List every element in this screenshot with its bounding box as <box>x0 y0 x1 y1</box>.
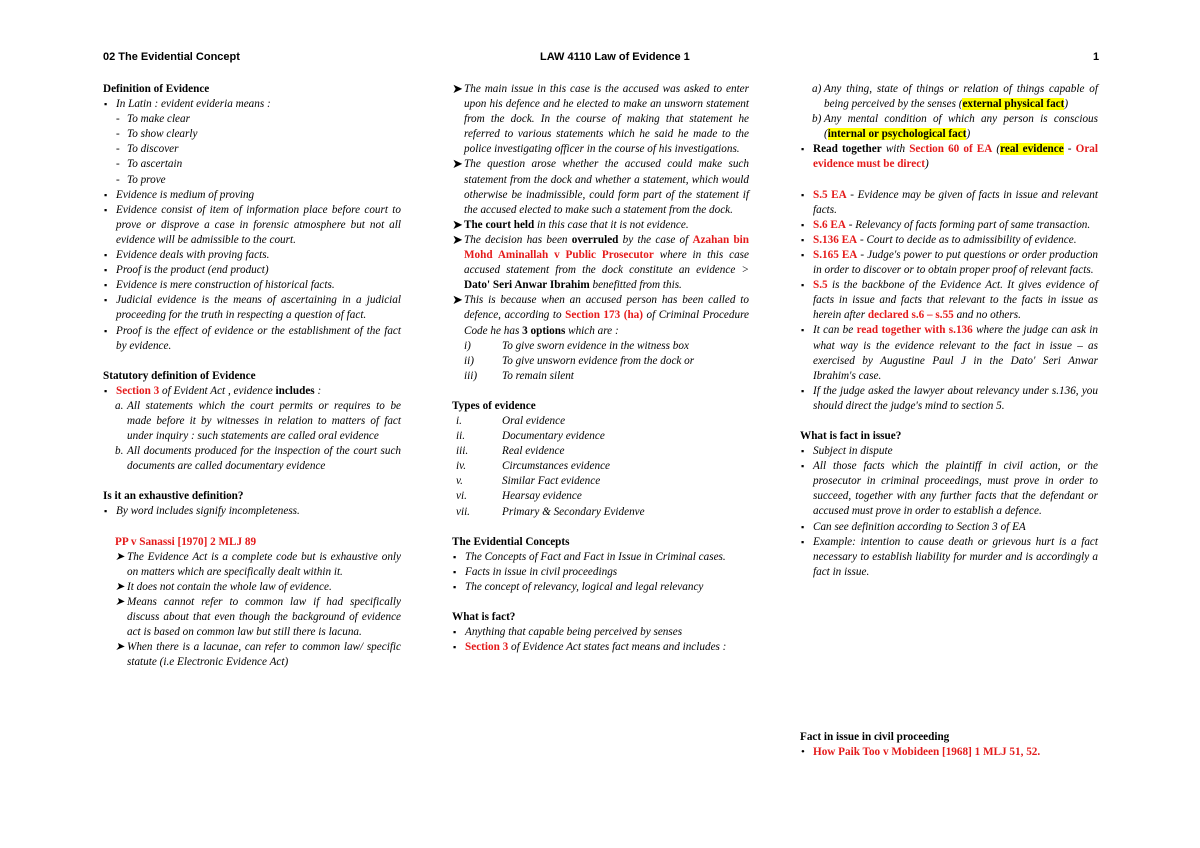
list-item: i) To give sworn evidence in the witness box <box>464 339 689 352</box>
list-item: iv. Circumstances evidence <box>456 460 611 473</box>
list-item: ii. Documentary evidence <box>456 430 605 443</box>
list-item: ▪ S.6 EA - Relevancy of facts forming part of same transaction. <box>801 218 1091 231</box>
list-item: - To make clear <box>116 113 190 126</box>
list-item: ii) To give unsworn evidence from the dock or <box>464 354 695 367</box>
list-item: ▪ S.165 EA - Judge's power to put questions or order production in order to discover or to obtain proper proof of relevant facts. <box>801 248 1098 277</box>
list-item: ▪ Evidence consist of item of information place before court to prove or disprove a case in forensic atmosphere but not all evidence will be admissible to the court. <box>104 203 401 246</box>
list-item: i. Oral evidence <box>456 414 566 427</box>
case-heading: PP v Sanassi [1970] 2 MLJ 89 <box>115 535 257 548</box>
list-item: ▪ In Latin : evident evideria means : <box>104 98 271 111</box>
list-item: ▪ The concept of relevancy, logical and legal relevancy <box>453 580 704 593</box>
list-item: ▪ Example: intention to cause death or grievous hurt is a fact necessary to establish liability for murder and is accordingly a fact in issue. <box>801 535 1098 578</box>
list-item: ▪ Evidence deals with proving facts. <box>104 249 270 262</box>
list-item: - To discover <box>116 143 179 156</box>
list-item: vi. Hearsay evidence <box>456 490 582 503</box>
fact-heading: What is fact? <box>452 611 516 623</box>
types-heading: Types of evidence <box>452 399 536 412</box>
list-item: a) Any thing, state of things or relation of things capable of being perceived by the senses (external physical fact) <box>812 83 1098 111</box>
list-item: ▪ Subject in dispute <box>801 445 893 458</box>
column-2 <box>452 82 749 655</box>
header-page-number: 1 <box>1093 51 1100 63</box>
list-item: vii. Primary & Secondary Evidenve <box>456 505 645 518</box>
list-item: ➤ The decision has been overruled by the case of Azahan bin Mohd Aminallah v Public Prosecutor where in this case accused statement from the dock constitute an evidence > Dato' Seri Anwar Ibrahim benefitted from this. <box>452 231 750 292</box>
list-item: ➤ Means cannot refer to common law if had specifically discuss about that even though the background of evidence act is based on common law but still there is lacuna. <box>115 595 401 639</box>
list-item: ▪ The Concepts of Fact and Fact in Issue in Criminal cases. <box>453 550 726 563</box>
list-item: - To prove <box>116 173 166 186</box>
exhaustive-heading: Is it an exhaustive definition? <box>103 490 244 503</box>
list-item: • How Paik Too v Mobideen [1968] 1 MLJ 51, 52. <box>801 746 1041 759</box>
list-item: ➤ The question arose whether the accused could make such statement from the dock and whether a statement, which would otherwise be inadmissible, could form part of the statement if the accused elected to make such a statement from the dock. <box>452 156 749 216</box>
list-item: iii) To remain silent <box>464 369 574 382</box>
header-center: LAW 4110 Law of Evidence 1 <box>540 51 690 63</box>
fact-in-issue-heading: What is fact in issue? <box>800 429 902 442</box>
civil-heading: Fact in issue in civil proceeding <box>800 731 950 743</box>
column-3 <box>800 82 1098 580</box>
list-item: ➤ The court held in this case that it is not evidence. <box>452 216 689 232</box>
list-item: ➤ When there is a lacunae, can refer to common law/ specific statute (i.e Electronic Evidence Act) <box>115 641 401 669</box>
header-left: 02 The Evidential Concept <box>103 51 240 63</box>
definition-heading: Definition of Evidence <box>103 83 210 95</box>
list-item: ▪ Evidence is mere construction of historical facts. <box>104 279 335 292</box>
list-item: b) Any mental condition of which any person is conscious (internal or psychological fact) <box>812 113 1098 141</box>
list-item: ▪ S.5 EA - Evidence may be given of facts in issue and relevant facts. <box>801 188 1098 216</box>
list-item: ▪ By word includes signify incompleteness. <box>104 505 300 518</box>
list-item: - To show clearly <box>116 128 198 141</box>
list-item: ▪ Facts in issue in civil proceedings <box>453 565 618 578</box>
list-item: ➤ This is because when an accused person has been called to defence, according to Section 173 (ha) of Criminal Procedure Code he has 3 options which are : <box>452 292 749 337</box>
civil-section <box>800 730 1098 760</box>
list-item: ▪ All those facts which the plaintiff in civil action, or the prosecutor in criminal proceedings, must prove in order to succeed, together with any further facts that the defendant or accused must prove in order to establish a defence. <box>801 460 1098 518</box>
list-item: ▪ Anything that capable being perceived by senses <box>453 626 683 639</box>
list-item: ▪ Proof is the product (end product) <box>104 264 269 277</box>
list-item: ▪ It can be read together with s.136 where the judge can ask in what way is the evidence relevant to the fact in issue – as exercised by Augustine Paul J in the Dato' Seri Anwar Ibrahim's case. <box>801 324 1098 382</box>
list-item: v. Similar Fact evidence <box>456 475 601 488</box>
list-item: ▪ Judicial evidence is the means of ascertaining in a judicial proceeding for the truth in respecting a question of fact. <box>104 294 401 322</box>
list-item: ➤ The main issue in this case is the accused was asked to enter upon his defence and he elected to make an unsworn statement from the dock. In the course of making that statement he referred to various statements which he said he made to the police investigating officer in the course of his investigations. <box>452 81 749 156</box>
list-item: a. All statements which the court permits or requires to be made before it by witnesses in relation to matters of fact under inquiry : such statements are called oral evidence <box>115 399 401 443</box>
list-item: ▪ If the judge asked the lawyer about relevancy under s.136, you should direct the judge's mind to section 5. <box>801 384 1098 412</box>
list-item: - To ascertain <box>116 158 183 171</box>
list-item: ▪ S.136 EA - Court to decide as to admissibility of evidence. <box>801 233 1077 246</box>
list-item: iii. Real evidence <box>456 445 565 458</box>
list-item: ▪ Evidence is medium of proving <box>104 188 255 201</box>
list-item: ▪ Section 3 of Evidence Act states fact means and includes : <box>453 641 727 654</box>
list-item: ▪ Proof is the effect of evidence or the establishment of the fact by evidence. <box>104 324 401 352</box>
list-item: ▪ S.5 is the backbone of the Evidence Act. It gives evidence of facts in issue and facts that relevant to the facts in issue as herein after declared s.6 – s.55 and no others. <box>801 279 1098 322</box>
list-item: ▪ Read together with Section 60 of EA (real evidence - Oral evidence must be direct) <box>801 143 1098 171</box>
list-item: ▪ Can see definition according to Section 3 of EA <box>801 520 1026 533</box>
list-item: b. All documents produced for the inspection of the court such documents are called documentary evidence <box>115 445 401 473</box>
list-item: ▪ Section 3 of Evident Act , evidence includes : <box>104 384 322 397</box>
statutory-heading: Statutory definition of Evidence <box>103 369 256 382</box>
concepts-heading: The Evidential Concepts <box>452 535 570 548</box>
list-item: ➤ It does not contain the whole law of evidence. <box>115 580 332 593</box>
list-item: ➤ The Evidence Act is a complete code but is exhaustive only on matters which are specifically dealt within it. <box>115 550 401 578</box>
column-1 <box>103 82 401 670</box>
